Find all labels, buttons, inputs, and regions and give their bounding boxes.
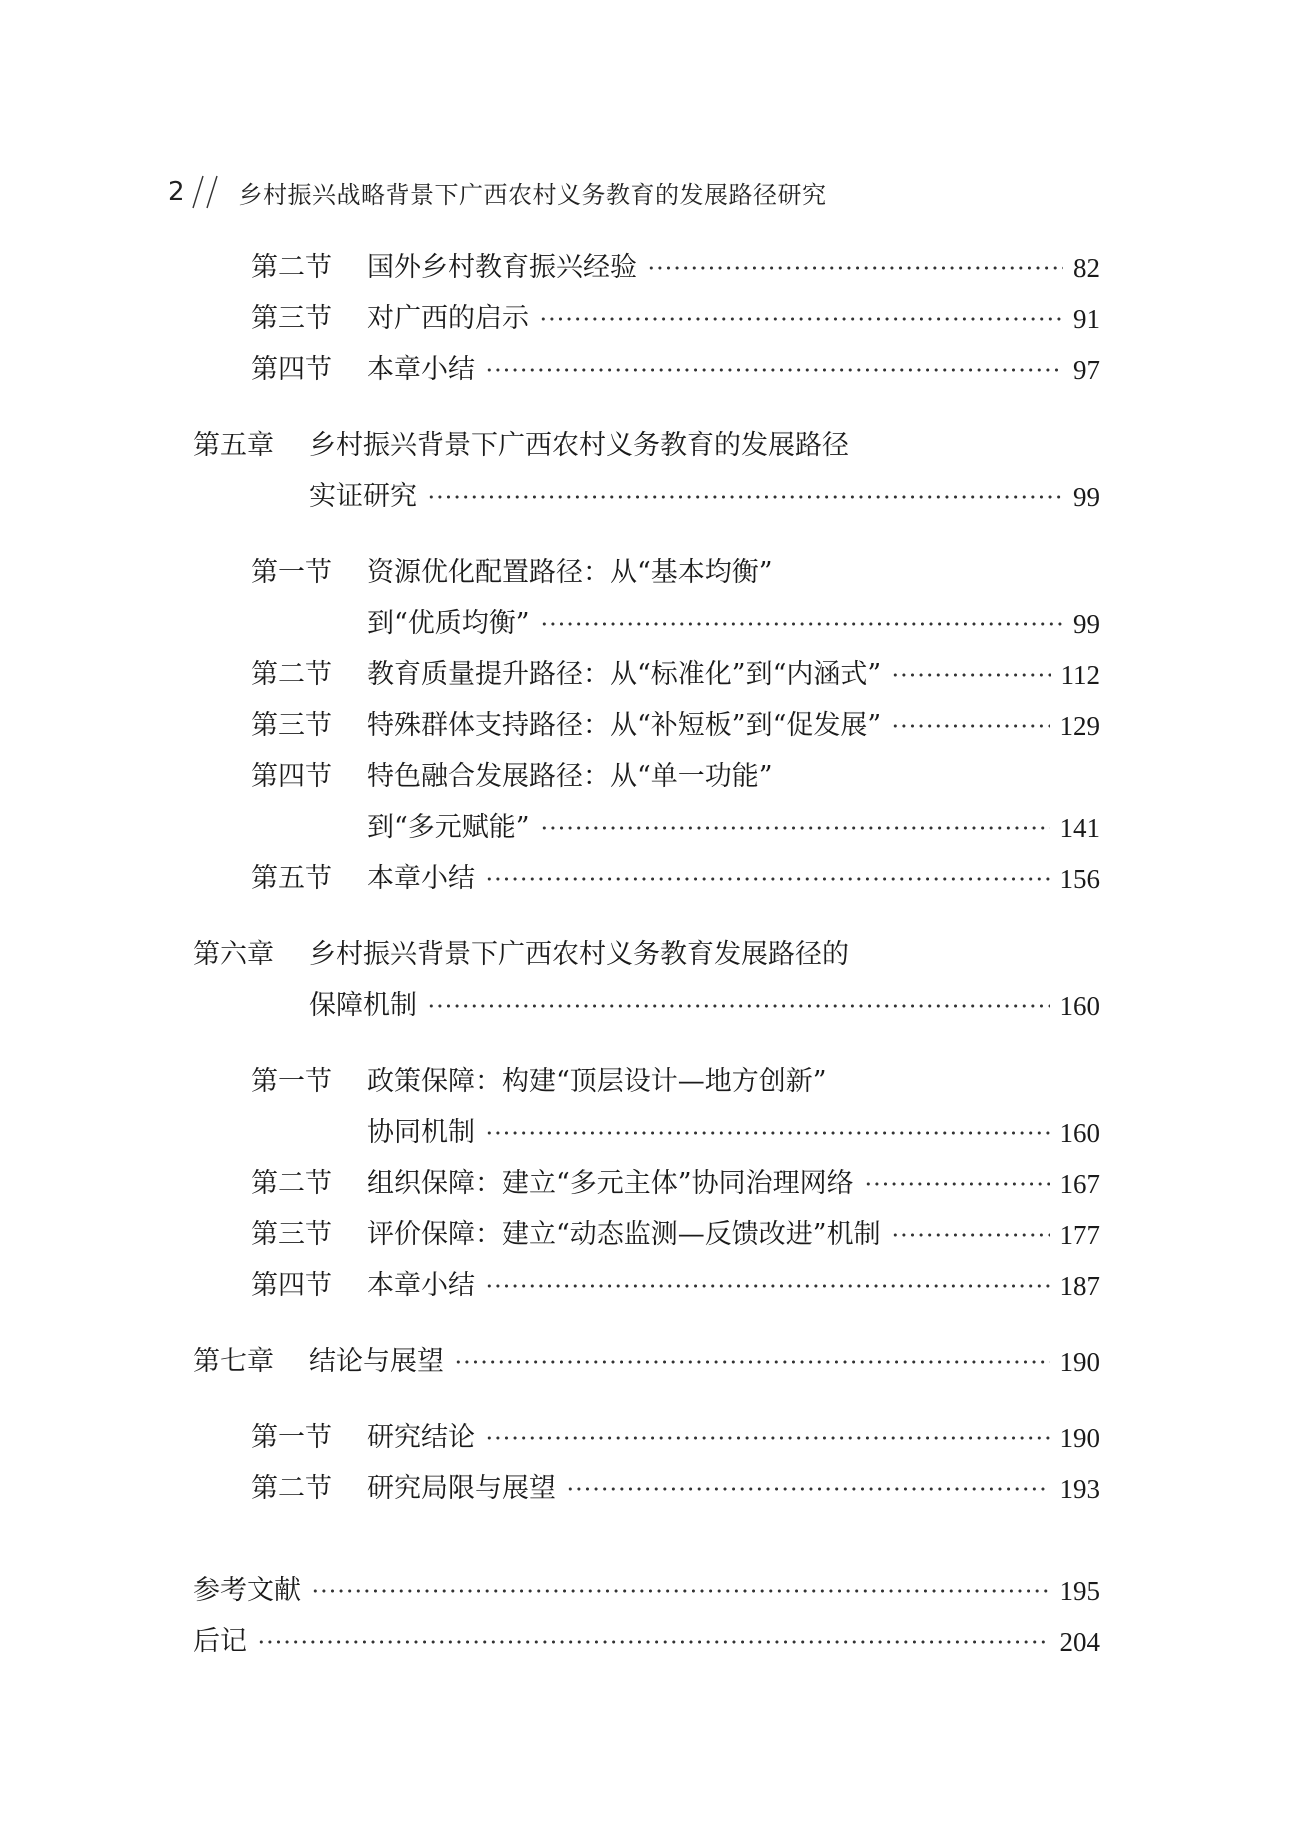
running-head: [168, 172, 827, 212]
section-title-continued: 到“多元赋能”: [367, 812, 530, 843]
double-slash-ornament: [191, 174, 225, 210]
page-ref: 177: [1059, 1220, 1100, 1250]
page-ref: 195: [1059, 1576, 1100, 1606]
dot-leader: [647, 248, 1063, 288]
toc-entry[interactable]: [251, 655, 1100, 695]
toc-chapter-heading[interactable]: [193, 935, 849, 975]
section-title: 评价保障：建立“动态监测—反馈改进”机制: [367, 1219, 881, 1250]
section-number: 第三节: [251, 710, 332, 741]
chapter-title-continued: 实证研究: [309, 481, 417, 512]
dot-leader: [891, 706, 1049, 746]
section-title-continued: 协同机制: [367, 1117, 475, 1148]
chapter-title: 乡村振兴背景下广西农村义务教育的发展路径: [309, 430, 849, 461]
section-number: 第四节: [251, 761, 332, 792]
dot-leader: [540, 808, 1050, 848]
toc-section-heading[interactable]: [251, 553, 773, 593]
toc-section-heading[interactable]: [251, 1062, 827, 1102]
toc-entry[interactable]: [251, 248, 1100, 288]
dot-leader: [427, 477, 1063, 517]
toc-entry[interactable]: [367, 1113, 1100, 1153]
section-number: 第一节: [251, 1066, 332, 1097]
toc-entry[interactable]: [309, 477, 1100, 517]
toc-entry[interactable]: [251, 1418, 1100, 1458]
section-title: 对广西的启示: [367, 303, 529, 334]
section-title: 特色融合发展路径：从“单一功能”: [367, 761, 773, 792]
toc-entry[interactable]: [251, 299, 1100, 339]
section-number: 第二节: [251, 659, 332, 690]
section-number: 第二节: [251, 1168, 332, 1199]
section-title: 本章小结: [367, 1270, 475, 1301]
toc-entry[interactable]: [251, 1215, 1100, 1255]
page-ref: 204: [1059, 1627, 1100, 1657]
dot-leader: [566, 1469, 1050, 1509]
section-number: 第一节: [251, 557, 332, 588]
section-title: 资源优化配置路径：从“基本均衡”: [367, 557, 773, 588]
page-ref: 190: [1059, 1423, 1100, 1453]
page-ref: 187: [1059, 1271, 1100, 1301]
toc-entry[interactable]: [193, 1342, 1100, 1382]
dot-leader: [485, 1418, 1050, 1458]
page-ref: 141: [1059, 813, 1100, 843]
section-number: 第五节: [251, 863, 332, 894]
dot-leader: [539, 299, 1063, 339]
section-title: 教育质量提升路径：从“标准化”到“内涵式”: [367, 659, 882, 690]
postscript-title: 后记: [193, 1626, 247, 1657]
chapter-number: 第五章: [193, 430, 274, 461]
section-number: 第三节: [251, 303, 332, 334]
toc-entry[interactable]: [251, 1469, 1100, 1509]
page-ref: 193: [1059, 1474, 1100, 1504]
chapter-title: 乡村振兴背景下广西农村义务教育发展路径的: [309, 939, 849, 970]
page-ref: 91: [1073, 304, 1100, 334]
page-ref: 129: [1059, 711, 1100, 741]
section-number: 第三节: [251, 1219, 332, 1250]
section-number: 第一节: [251, 1422, 332, 1453]
toc-entry[interactable]: [251, 706, 1100, 746]
section-title: 研究结论: [367, 1422, 475, 1453]
section-title: 国外乡村教育振兴经验: [367, 252, 637, 283]
page-ref: 112: [1060, 660, 1100, 690]
page-ref: 99: [1073, 609, 1100, 639]
page-ref: 167: [1059, 1169, 1100, 1199]
dot-leader: [864, 1164, 1050, 1204]
chapter-number: 第六章: [193, 939, 274, 970]
toc-entry[interactable]: [367, 808, 1100, 848]
chapter-number: 第七章: [193, 1346, 274, 1377]
section-title: 政策保障：构建“顶层设计—地方创新”: [367, 1066, 827, 1097]
dot-leader: [311, 1571, 1050, 1611]
dot-leader: [540, 604, 1063, 644]
toc-entry[interactable]: [251, 1164, 1100, 1204]
section-title: 组织保障：建立“多元主体”协同治理网络: [367, 1168, 854, 1199]
section-title: 本章小结: [367, 863, 475, 894]
section-number: 第四节: [251, 1270, 332, 1301]
toc-entry[interactable]: [309, 986, 1100, 1026]
toc-chapter-heading[interactable]: [193, 426, 849, 466]
section-title: 研究局限与展望: [367, 1473, 556, 1504]
toc-entry[interactable]: [251, 859, 1100, 899]
book-title: 乡村振兴战略背景下广西农村义务教育的发展路径研究: [238, 180, 827, 209]
toc-section-heading[interactable]: [251, 757, 773, 797]
dot-leader: [891, 1215, 1050, 1255]
chapter-title: 结论与展望: [309, 1346, 444, 1377]
dot-leader: [427, 986, 1050, 1026]
dot-leader: [485, 859, 1050, 899]
dot-leader: [485, 1266, 1050, 1306]
references-title: 参考文献: [193, 1575, 301, 1606]
section-title-continued: 到“优质均衡”: [367, 608, 530, 639]
section-title: 本章小结: [367, 354, 475, 385]
page-ref: 97: [1073, 355, 1100, 385]
dot-leader: [454, 1342, 1050, 1382]
section-number: 第二节: [251, 1473, 332, 1504]
chapter-title-continued: 保障机制: [309, 990, 417, 1021]
section-number: 第四节: [251, 354, 332, 385]
toc-entry[interactable]: [251, 350, 1100, 390]
toc-entry[interactable]: [193, 1622, 1100, 1662]
page-ref: 160: [1059, 1118, 1100, 1148]
page-ref: 99: [1073, 482, 1100, 512]
page-number: 2: [168, 177, 185, 207]
dot-leader: [891, 655, 1050, 695]
page-ref: 82: [1073, 253, 1100, 283]
page-ref: 190: [1059, 1347, 1100, 1377]
dot-leader: [485, 350, 1063, 390]
dot-leader: [257, 1622, 1050, 1662]
toc-entry[interactable]: [193, 1571, 1100, 1611]
page-ref: 156: [1059, 864, 1100, 894]
toc-entry[interactable]: [251, 1266, 1100, 1306]
page-ref: 160: [1059, 991, 1100, 1021]
toc-entry[interactable]: [367, 604, 1100, 644]
dot-leader: [485, 1113, 1050, 1153]
section-number: 第二节: [251, 252, 332, 283]
section-title: 特殊群体支持路径：从“补短板”到“促发展”: [367, 710, 882, 741]
